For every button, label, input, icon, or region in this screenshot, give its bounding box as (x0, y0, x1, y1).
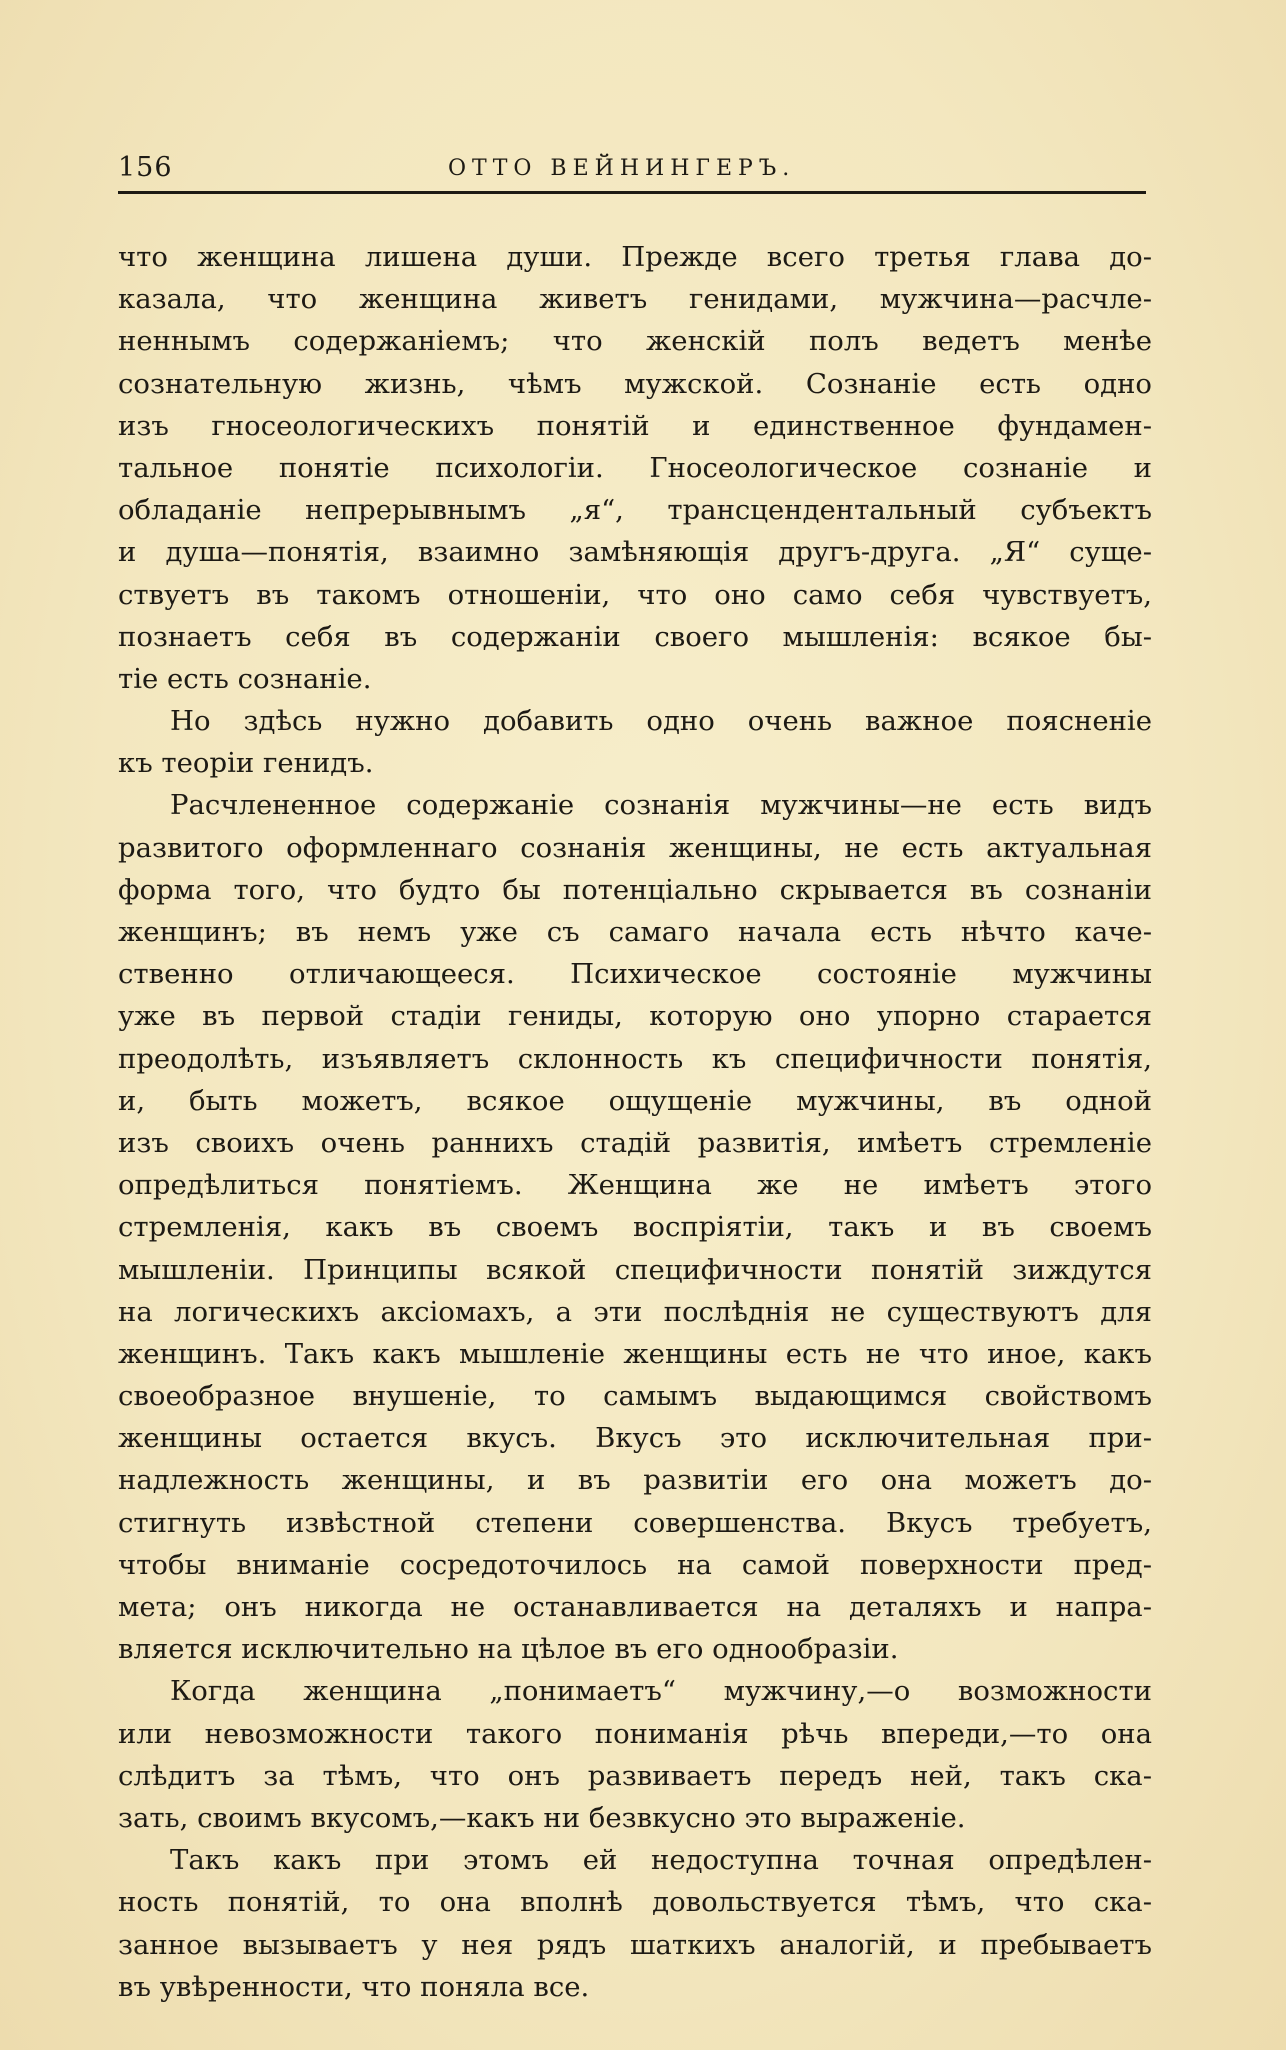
text-line: тіе есть сознаніе. (118, 662, 372, 695)
text-line: ствуетъ въ такомъ отношеніи, что оно само себя чувствуетъ, (118, 578, 1152, 611)
text-body (118, 236, 1152, 2008)
text-line: казала, что женщина живетъ генидами, мужчина—расчле- (118, 283, 1152, 316)
text-line: чтобы вниманіе сосредоточилось на самой поверхности пред- (118, 1548, 1152, 1581)
text-line: что женщина лишена души. Прежде всего третья глава до- (118, 241, 1152, 273)
text-line: неннымъ содержаніемъ; что женскій полъ ведетъ менѣе (118, 325, 1152, 358)
text-line: изъ своихъ очень раннихъ стадій развитія, имѣетъ стремленіе (118, 1126, 1152, 1159)
text-line: женщинъ; въ немъ уже съ самаго начала есть нѣчто каче- (118, 916, 1152, 948)
text-line: изъ гносеологическихъ понятій и единственное фундамен- (118, 409, 1152, 442)
text-line: и душа—понятія, взаимно замѣняющія другъ-друга. „Я“ суще- (118, 536, 1152, 569)
text-line: и, быть можетъ, всякое ощущеніе мужчины, въ одной (118, 1084, 1152, 1117)
text-line: стремленія, какъ въ своемъ воспріятіи, такъ и въ своемъ (118, 1211, 1152, 1244)
text-line: вляется исключительно на цѣлое въ его однообразіи. (118, 1633, 899, 1666)
page-number: 156 (118, 152, 173, 183)
text-line: уже въ первой стадіи гениды, которую оно упорно старается (118, 1000, 1152, 1033)
text-line: женщины остается вкусъ. Вкусъ это исключительная при- (118, 1422, 1152, 1455)
text-line: опредѣлиться понятіемъ. Женщина же не имѣетъ этого (118, 1169, 1152, 1202)
text-line: зать, своимъ вкусомъ,—какъ ни безвкусно это выраженіе. (118, 1801, 966, 1834)
text-line: къ теоріи генидъ. (118, 747, 374, 780)
text-line: надлежность женщины, и въ развитіи его она можетъ до- (118, 1464, 1152, 1497)
text-line: на логическихъ аксіомахъ, а эти послѣднія не существуютъ для (118, 1295, 1152, 1328)
paragraph-first-line: Расчлененное содержаніе сознанія мужчины—не есть видъ (170, 789, 1152, 822)
text-line: стигнуть извѣстной степени совершенства. Вкусъ требуетъ, (118, 1506, 1152, 1539)
text-line: обладаніе непрерывнымъ „я“, трансцендентальный субъектъ (118, 494, 1152, 527)
text-line: ственно отличающееся. Психическое состояніе мужчины (118, 958, 1152, 991)
text-line: преодолѣть, изъявляетъ склонность къ специфичности понятія, (118, 1042, 1152, 1075)
text-line: слѣдитъ за тѣмъ, что онъ развиваетъ передъ ней, такъ ска- (118, 1759, 1152, 1792)
paragraph-first-line: Такъ какъ при этомъ ей недоступна точная опредѣлен- (170, 1844, 1152, 1877)
text-line: женщинъ. Такъ какъ мышленіе женщины есть не что иное, какъ (118, 1337, 1152, 1370)
text-line: занное вызываетъ у нея рядъ шаткихъ аналогій, и пребываетъ (118, 1928, 1152, 1961)
text-line: мышленіи. Принципы всякой специфичности понятій зиждутся (118, 1253, 1152, 1286)
text-line: сознательную жизнь, чѣмъ мужской. Сознаніе есть одно (118, 367, 1152, 400)
text-line: развитого оформленнаго сознанія женщины, не есть актуальная (118, 831, 1152, 864)
paragraph-first-line: Но здѣсь нужно добавить одно очень важное поясненіе (170, 705, 1152, 738)
paragraph-first-line: Когда женщина „понимаетъ“ мужчину,—о возможности (170, 1675, 1152, 1708)
page-header (118, 152, 1146, 192)
running-head: ОТТО ВЕЙНИНГЕРЪ. (448, 156, 796, 181)
text-line: своеобразное внушеніе, то самымъ выдающимся свойствомъ (118, 1380, 1152, 1413)
text-line: форма того, что будто бы потенціально скрывается въ сознаніи (118, 873, 1152, 906)
text-line: познаетъ себя въ содержаніи своего мышленія: всякое бы- (118, 620, 1152, 653)
text-line: или невозможности такого пониманія рѣчь впереди,—то она (118, 1717, 1152, 1750)
text-line: мета; онъ никогда не останавливается на деталяхъ и напра- (118, 1591, 1152, 1623)
text-line: въ увѣренности, что поняла все. (118, 1970, 590, 2003)
text-line: ность понятій, то она вполнѣ довольствуется тѣмъ, что ска- (118, 1886, 1152, 1919)
header-rule (118, 191, 1146, 194)
text-line: тальное понятіе психологіи. Гносеологическое сознаніе и (118, 451, 1152, 484)
